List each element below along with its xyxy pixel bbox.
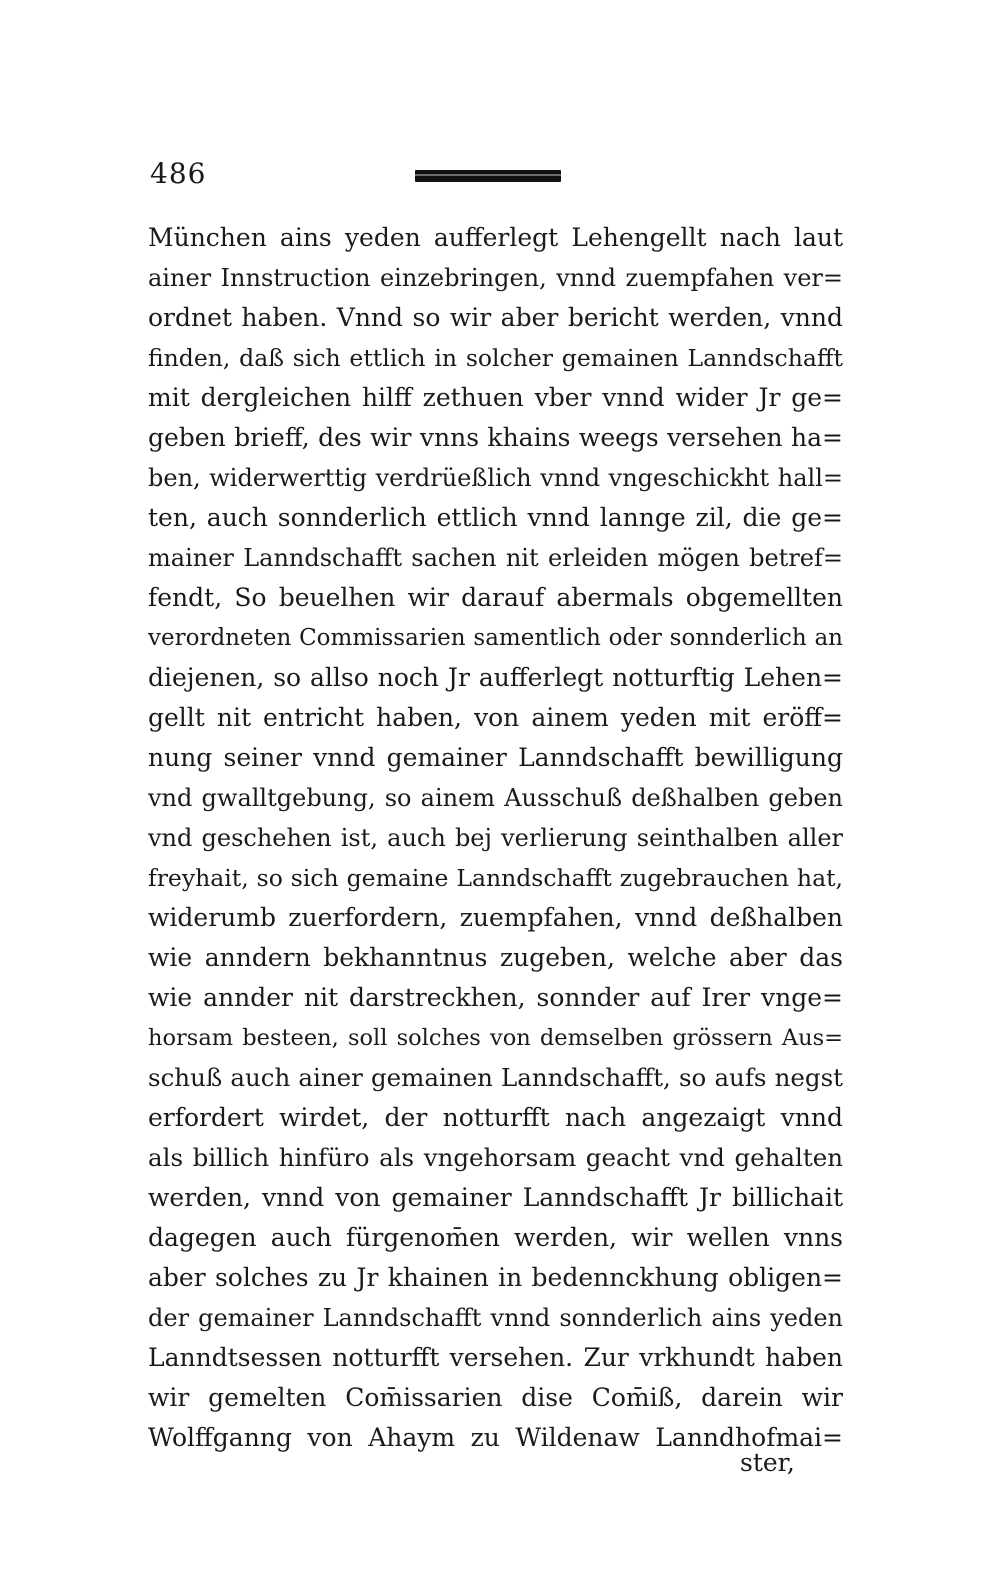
text-line: verordneten Commissarien samentlich oder sonnderlich an	[148, 625, 843, 651]
header-rule	[415, 170, 561, 182]
text-line: vnd gwalltgebung, so ainem Ausschuß deßhalben geben	[148, 784, 843, 812]
text-line: ben, widerwerttig verdrüeßlich vnnd vngeschickht hall=	[148, 464, 843, 492]
text-line: diejenen, so allso noch Jr aufferlegt notturftig Lehen=	[148, 663, 843, 692]
text-line: ainer Innstruction einzebringen, vnnd zuempfahen ver=	[148, 264, 843, 292]
text-line: mainer Lanndschafft sachen nit erleiden mögen betref=	[148, 544, 843, 572]
text-line: dagegen auch fürgenom̄en werden, wir wellen vnns	[148, 1223, 843, 1252]
text-line: als billich hinfüro als vngehorsam geacht vnd gehalten	[148, 1143, 843, 1172]
text-line: vnd geschehen ist, auch bej verlierung seinthalben aller	[148, 824, 843, 852]
text-line: fendt, So beuelhen wir darauf abermals obgemellten	[148, 583, 843, 612]
text-line: wie anndern bekhanntnus zugeben, welche aber das	[148, 943, 843, 972]
text-line: widerumb zuerfordern, zuempfahen, vnnd deßhalben	[148, 903, 843, 932]
text-line: nung seiner vnnd gemainer Lanndschafft bewilligung	[148, 743, 843, 772]
text-line: wie annder nit darstreckhen, sonnder auf Irer vnge=	[148, 983, 843, 1012]
page-number: 486	[150, 157, 207, 190]
catchword: ster,	[740, 1448, 795, 1477]
text-line: werden, vnnd von gemainer Lanndschafft Jr billichait	[148, 1183, 843, 1212]
text-line: ordnet haben. Vnnd so wir aber bericht werden, vnnd	[148, 303, 843, 332]
text-line: horsam besteen, soll solches von demselben grössern Aus=	[148, 1025, 843, 1051]
text-line: aber solches zu Jr khainen in bedennckhung obligen=	[148, 1263, 843, 1292]
text-line: gellt nit entricht haben, von ainem yeden mit eröff=	[148, 703, 843, 732]
text-line: der gemainer Lanndschafft vnnd sonnderlich ains yeden	[148, 1304, 843, 1332]
text-line: geben brieff, des wir vnns khains weegs versehen ha=	[148, 423, 843, 452]
text-line: ten, auch sonnderlich ettlich vnnd lannge zil, die ge=	[148, 503, 843, 532]
text-line: schuß auch ainer gemainen Lanndschafft, so aufs negst	[148, 1063, 843, 1092]
text-line: Lanndtsessen notturfft versehen. Zur vrkhundt haben	[148, 1343, 843, 1372]
body-text	[148, 218, 843, 1458]
text-line: mit dergleichen hilff zethuen vber vnnd wider Jr ge=	[148, 383, 843, 412]
text-line: München ains yeden aufferlegt Lehengellt nach laut	[148, 223, 843, 252]
text-line: erfordert wirdet, der notturfft nach angezaigt vnnd	[148, 1103, 843, 1132]
text-line: freyhait, so sich gemaine Lanndschafft zugebrauchen hat,	[148, 864, 843, 892]
text-line: finden, daß sich ettlich in solcher gemainen Lanndschafft	[148, 344, 843, 372]
text-line: Wolffganng von Ahaym zu Wildenaw Lanndhofmai=	[148, 1423, 843, 1452]
text-line: wir gemelten Com̄issarien dise Com̄iß, darein wir	[148, 1383, 843, 1412]
